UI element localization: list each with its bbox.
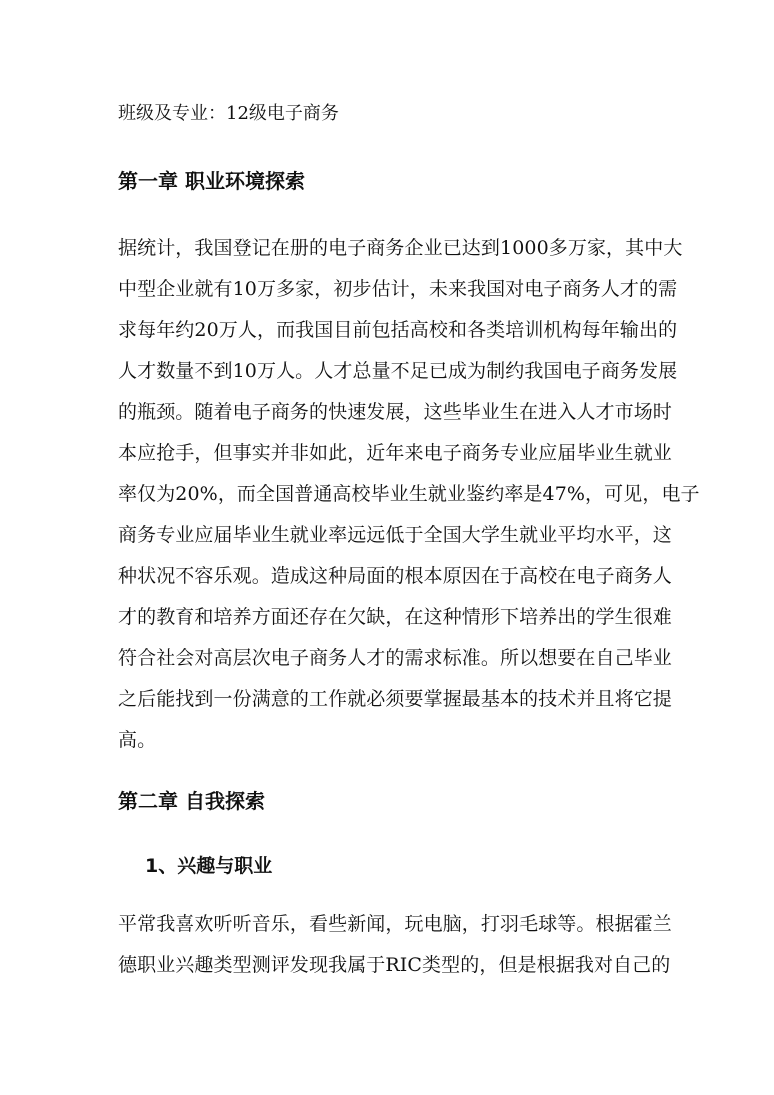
- class-major-line: 班级及专业：12级电子商务: [118, 103, 339, 124]
- paragraph-line: 商务专业应届毕业生就业率远远低于全国大学生就业平均水平，这: [118, 524, 672, 546]
- paragraph-line: 平常我喜欢听听音乐，看些新闻，玩电脑，打羽毛球等。根据霍兰: [118, 913, 672, 935]
- paragraph-line: 才的教育和培养方面还存在欠缺，在这种情形下培养出的学生很难: [118, 606, 672, 628]
- paragraph-line: 本应抢手，但事实并非如此，近年来电子商务专业应届毕业生就业: [118, 442, 672, 464]
- paragraph-line: 德职业兴趣类型测评发现我属于RIC类型的，但是根据我对自己的: [118, 954, 671, 976]
- paragraph-line: 种状况不容乐观。造成这种局面的根本原因在于高校在电子商务人: [118, 565, 672, 587]
- chapter-1-title: 第一章 职业环境探索: [118, 169, 305, 193]
- paragraph-line: 符合社会对高层次电子商务人才的需求标准。所以想要在自己毕业: [118, 647, 672, 669]
- section-interest-paragraph: [118, 912, 672, 994]
- paragraph-line: 的瓶颈。随着电子商务的快速发展，这些毕业生在进入人才市场时: [118, 401, 672, 423]
- paragraph-line: 中型企业就有10万多家，初步估计，未来我国对电子商务人才的需: [118, 278, 678, 300]
- paragraph-line: 求每年约20万人，而我国目前包括高校和各类培训机构每年输出的: [118, 319, 678, 341]
- paragraph-line: 高。: [118, 729, 157, 751]
- paragraph-line: 之后能找到一份满意的工作就必须要掌握最基本的技术并且将它提: [118, 688, 672, 710]
- chapter-2-title: 第二章 自我探索: [118, 789, 265, 813]
- section-interest-career-title: 1、兴趣与职业: [145, 855, 273, 877]
- chapter-1-paragraph: [118, 236, 700, 769]
- paragraph-line: 率仅为20%，而全国普通高校毕业生就业鉴约率是47%，可见，电子: [118, 483, 700, 505]
- paragraph-line: 人才数量不到10万人。人才总量不足已成为制约我国电子商务发展: [118, 360, 678, 382]
- paragraph-line: 据统计，我国登记在册的电子商务企业已达到1000多万家，其中大: [118, 237, 683, 259]
